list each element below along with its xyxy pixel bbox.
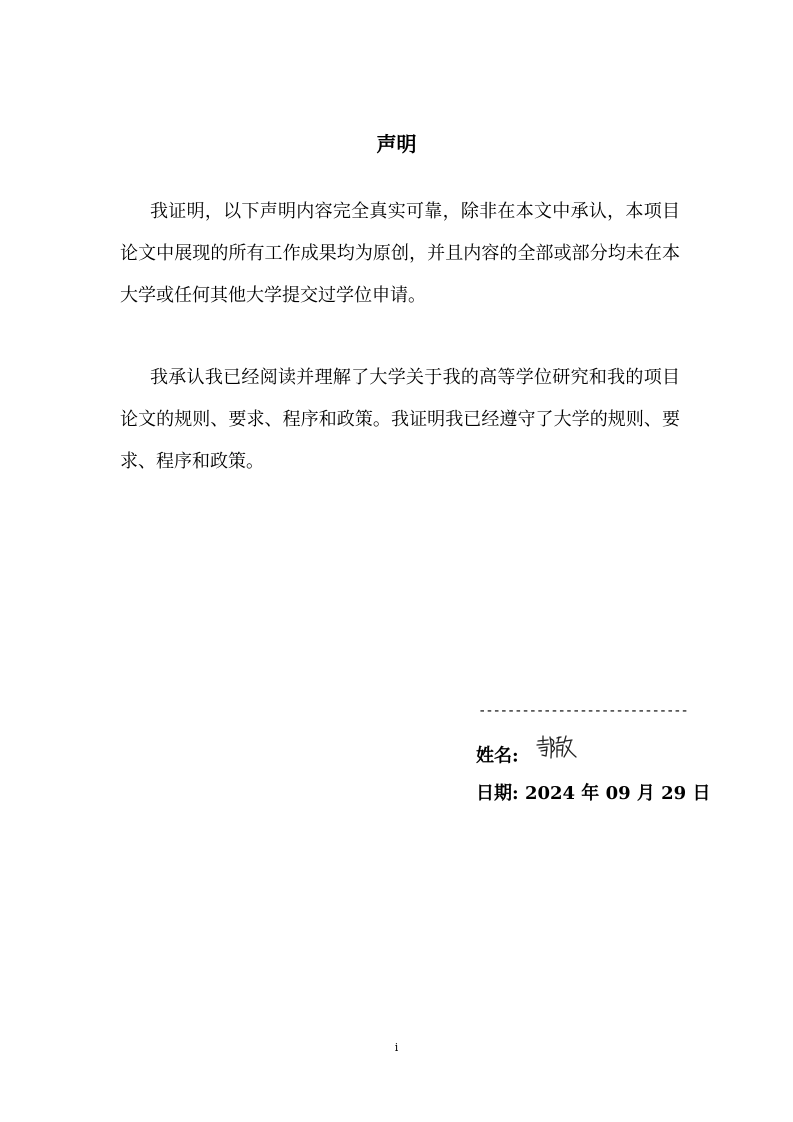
name-label: 姓名: [476,745,519,767]
page-number: i [394,1041,399,1054]
declaration-title: 声明 [376,132,417,156]
declaration-paragraph-compliance: 我承认我已经阅读并理解了大学关于我的高等学位研究和我的项目论文的规则、要求、程序和政策。我证明我已经遵守了大学的规则、要求、程序和政策。 [120,367,680,472]
signature-line: ----------------------------- [478,703,688,719]
handwritten-signature [535,734,579,771]
date-value: 2024 年 09 月 29 日 [524,783,711,804]
date-label: 日期: [476,783,519,804]
name-row [476,738,579,775]
declaration-paragraph-originality: 我证明，以下声明内容完全真实可靠，除非在本文中承认，本项目论文中展现的所有工作成果均为原创，并且内容的全部或部分均未在本大学或任何其他大学提交过学位申请。 [120,201,680,306]
signature-icon [535,734,579,762]
date-row [476,780,710,808]
